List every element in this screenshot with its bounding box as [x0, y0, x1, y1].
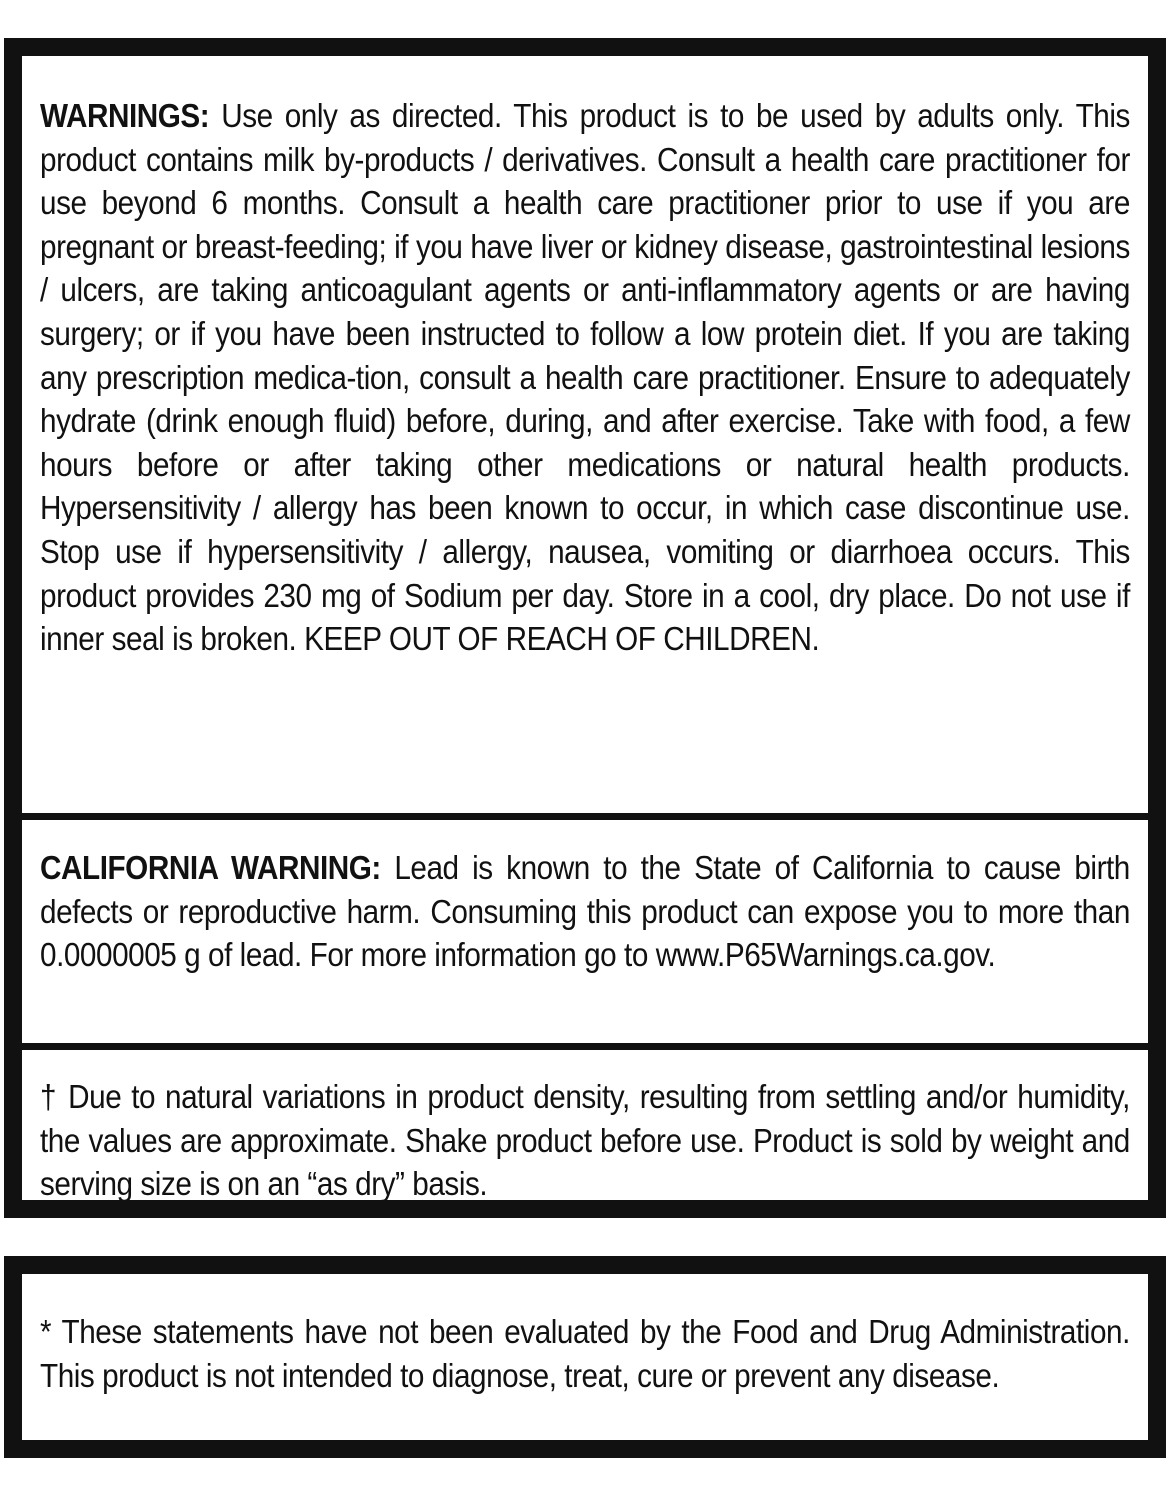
section-divider	[22, 813, 1148, 820]
warnings-label: WARNINGS:	[40, 97, 210, 134]
fda-disclaimer-section	[22, 1310, 1148, 1397]
fda-disclaimer-panel	[4, 1256, 1166, 1458]
fda-disclaimer-text: * These statements have not been evaluated by the Food and Drug Administration. This product is not intended to diagnose, treat, cure or prevent any disease.	[40, 1313, 1130, 1394]
warnings-text: Use only as directed. This product is to be used by adults only. This product contains milk by-products / derivatives. Consult a health care practitioner for use beyond 6 months. Consult a health care practitioner prior to use if you are pregnant or breast-feeding; if you have liver or kidney disease, gastrointestinal lesions / ulcers, are taking anticoagulant agents or anti-inflammatory agents or are having surgery; or if you have been instructed to follow a low protein diet. If you are taking any prescription medica-tion, consult a health care practitioner. Ensure to adequately hydrate (drink enough fluid) before, during, and after exercise. Take with food, a few hours before or after taking other medications or natural health products. Hypersensitivity / allergy has been known to occur, in which case discontinue use. Stop use if hypersensitivity / allergy, nausea, vomiting or diarrhoea occurs. This product provides 230 mg of Sodium per day. Store in a cool, dry place. Do not use if inner seal is broken. KEEP OUT OF REACH OF CHILDREN.	[40, 97, 1130, 658]
warnings-paragraph	[40, 94, 1130, 661]
section-divider	[22, 1043, 1148, 1050]
warnings-section	[22, 94, 1148, 661]
california-warning-text: Lead is known to the State of California to cause birth defects or reproductive harm. Consuming this product can expose you to more than 0.0000005 g of lead. For more information go to www.P65Warnings.ca.gov.	[40, 849, 1130, 974]
density-note-section	[22, 1075, 1148, 1206]
california-warning-label: CALIFORNIA WARNING:	[40, 849, 381, 886]
california-warning-paragraph	[40, 846, 1130, 977]
california-warning-section	[22, 846, 1148, 977]
density-note-text: † Due to natural variations in product density, resulting from settling and/or humidity, the values are approximate. Shake product before use. Product is sold by weight and serving size is on an “as dry” basis.	[40, 1078, 1130, 1203]
warnings-panel	[4, 38, 1166, 1218]
